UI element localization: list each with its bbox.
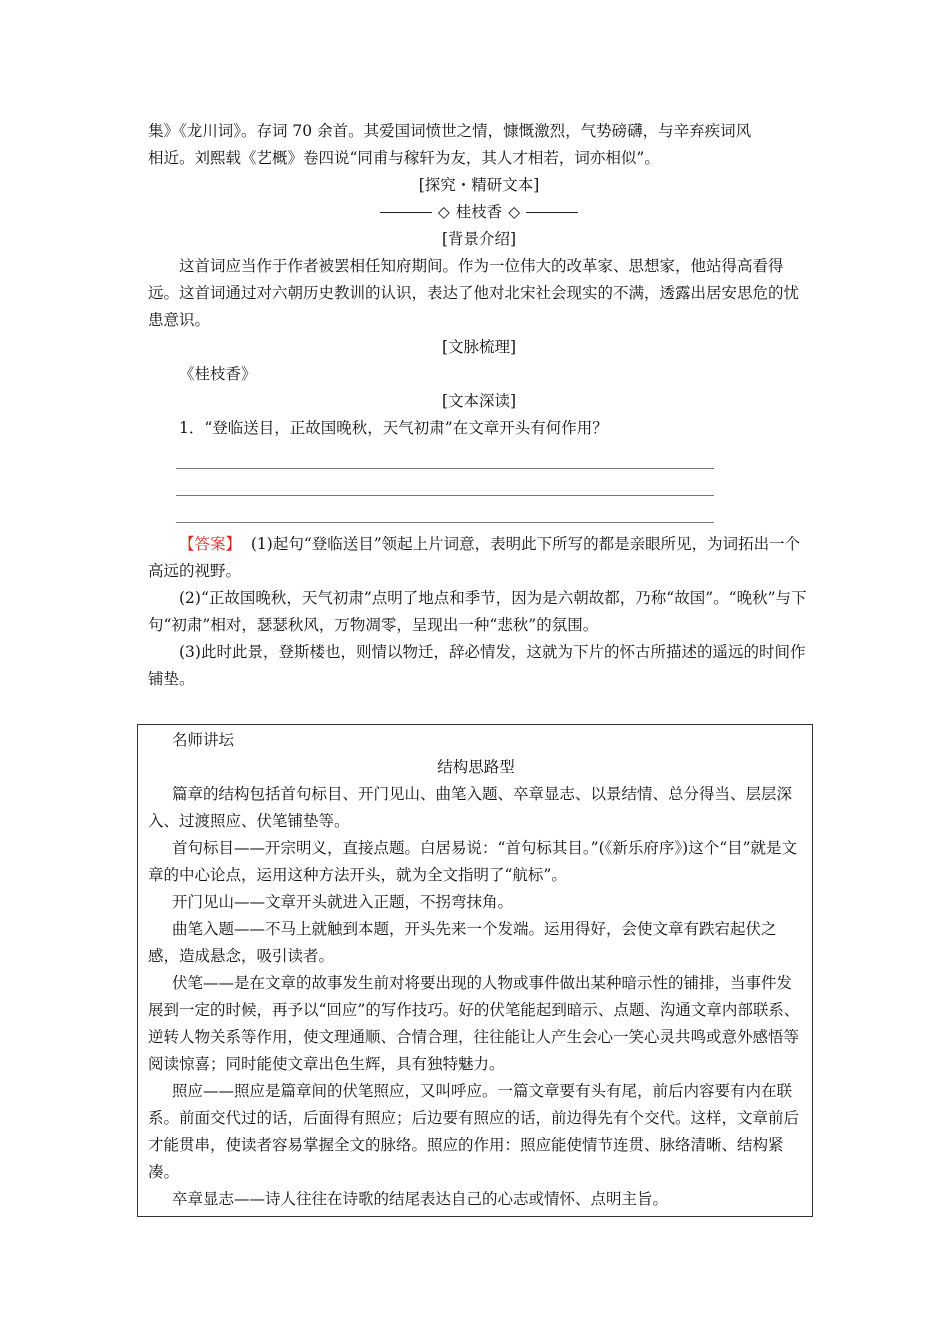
answer-paragraph-2: (2)“正故国晚秋，天气初肃”点明了地点和季节，因为是六朝故都，乃称“故国”。“晚秋”与下句“初肃”相对，瑟瑟秋风，万物凋零，呈现出一种“悲秋”的氛围。 [148,589,807,634]
question-1: 1．“登临送目，正故国晚秋，天气初肃”在文章开头有何作用？ [179,419,608,437]
answer-label: 【答案】 [179,535,242,553]
diamond-right-icon: ◇ [508,203,521,221]
box-paragraph: 曲笔入题——不马上就触到本题，开头先来一个发端。运用得好，会使文章有跌宕起伏之感，造成悬念，吸引读者。 [148,920,777,965]
answer-paragraph-3: (3)此时此景，登斯楼也，则情以物迁，辞必情发，这就为下片的怀古所描述的遥远的时间作铺垫。 [148,643,806,688]
intro-line-2: 相近。刘熙载《艺概》卷四说“同甫与稼轩为友，其人才相若，词亦相似”。 [148,149,660,167]
box-paragraph: 照应——照应是篇章间的伏笔照应，又叫呼应。一篇文章要有头有尾，前后内容要有内在联系。前面交代过的话，后面得有照应；后边要有照应的话，前边得先有个交代。这样，文章前后才能贯串，使读者容易掌握全文的脉络。照应的作用：照应能使情节连贯、脉络清晰、结构紧凑。 [148,1082,800,1181]
poem-title-line [148,199,810,226]
box-paragraph: 伏笔——是在文章的故事发生前对将要出现的人物或事件做出某种暗示性的铺排，当事件发展到一定的时候，再予以“回应”的写作技巧。好的伏笔能起到暗示、点题、沟通文章内部联系、逆转人物关系等作用，使文理通顺、合情合理，往往能让人产生会心一笑心灵共鸣或意外感悟等阅读惊喜；同时能使文章出色生辉，具有独特魅力。 [148,974,800,1073]
box-paragraph: 开门见山——文章开头就进入正题，不拐弯抹角。 [172,893,514,911]
box-title: 结构思路型 [437,758,515,776]
deep-reading-heading: [文本深读] [441,392,517,410]
section-explore-heading: [探究・精研文本] [418,176,540,194]
answer-blank-line[interactable] [176,469,714,496]
answer-blank-line[interactable] [176,496,714,523]
diamond-left-icon: ◇ [437,203,450,221]
box-paragraph: 卒章显志——诗人往往在诗歌的结尾表达自己的心志或情怀、点明主旨。 [172,1190,669,1208]
teacher-forum-box [137,724,813,1217]
box-paragraph: 篇章的结构包括首句标目、开门见山、曲笔入题、卒章显志、以景结情、总分得当、层层深入、过渡照应、伏笔铺垫等。 [148,785,793,830]
poem-title: 桂枝香 [455,203,503,221]
outline-heading: [文脉梳理] [441,338,517,356]
background-heading: [背景介绍] [441,230,517,248]
answer-blank-line[interactable] [176,442,714,469]
right-rule [526,212,578,213]
answer-lines [148,442,810,523]
background-text: 这首词应当作于作者被罢相任知府期间。作为一位伟大的改革家、思想家，他站得高看得远。这首词通过对六朝历史教训的认识，表达了他对北宋社会现实的不满，透露出居安思危的忧患意识。 [148,257,800,329]
answer-text-1: (1)起句“登临送目”领起上片词意，表明此下所写的都是亲眼所见，为词拓出一个高远的视野。 [148,535,801,580]
outline-text: 《桂枝香》 [179,365,257,383]
box-label: 名师讲坛 [172,731,235,749]
intro-line-1: 集》《龙川词》。存词 70 余首。其爱国词愤世之情，慷慨激烈，气势磅礴，与辛弃疾词风 [148,122,752,140]
left-rule [380,212,432,213]
box-paragraph: 首句标目——开宗明义，直接点题。白居易说：“首句标其目。”(《新乐府序》)这个“目”就是文章的中心论点，运用这种方法开头，就为全文指明了“航标”。 [148,839,798,884]
answer-paragraph-1 [148,531,810,585]
document-body [148,118,810,693]
